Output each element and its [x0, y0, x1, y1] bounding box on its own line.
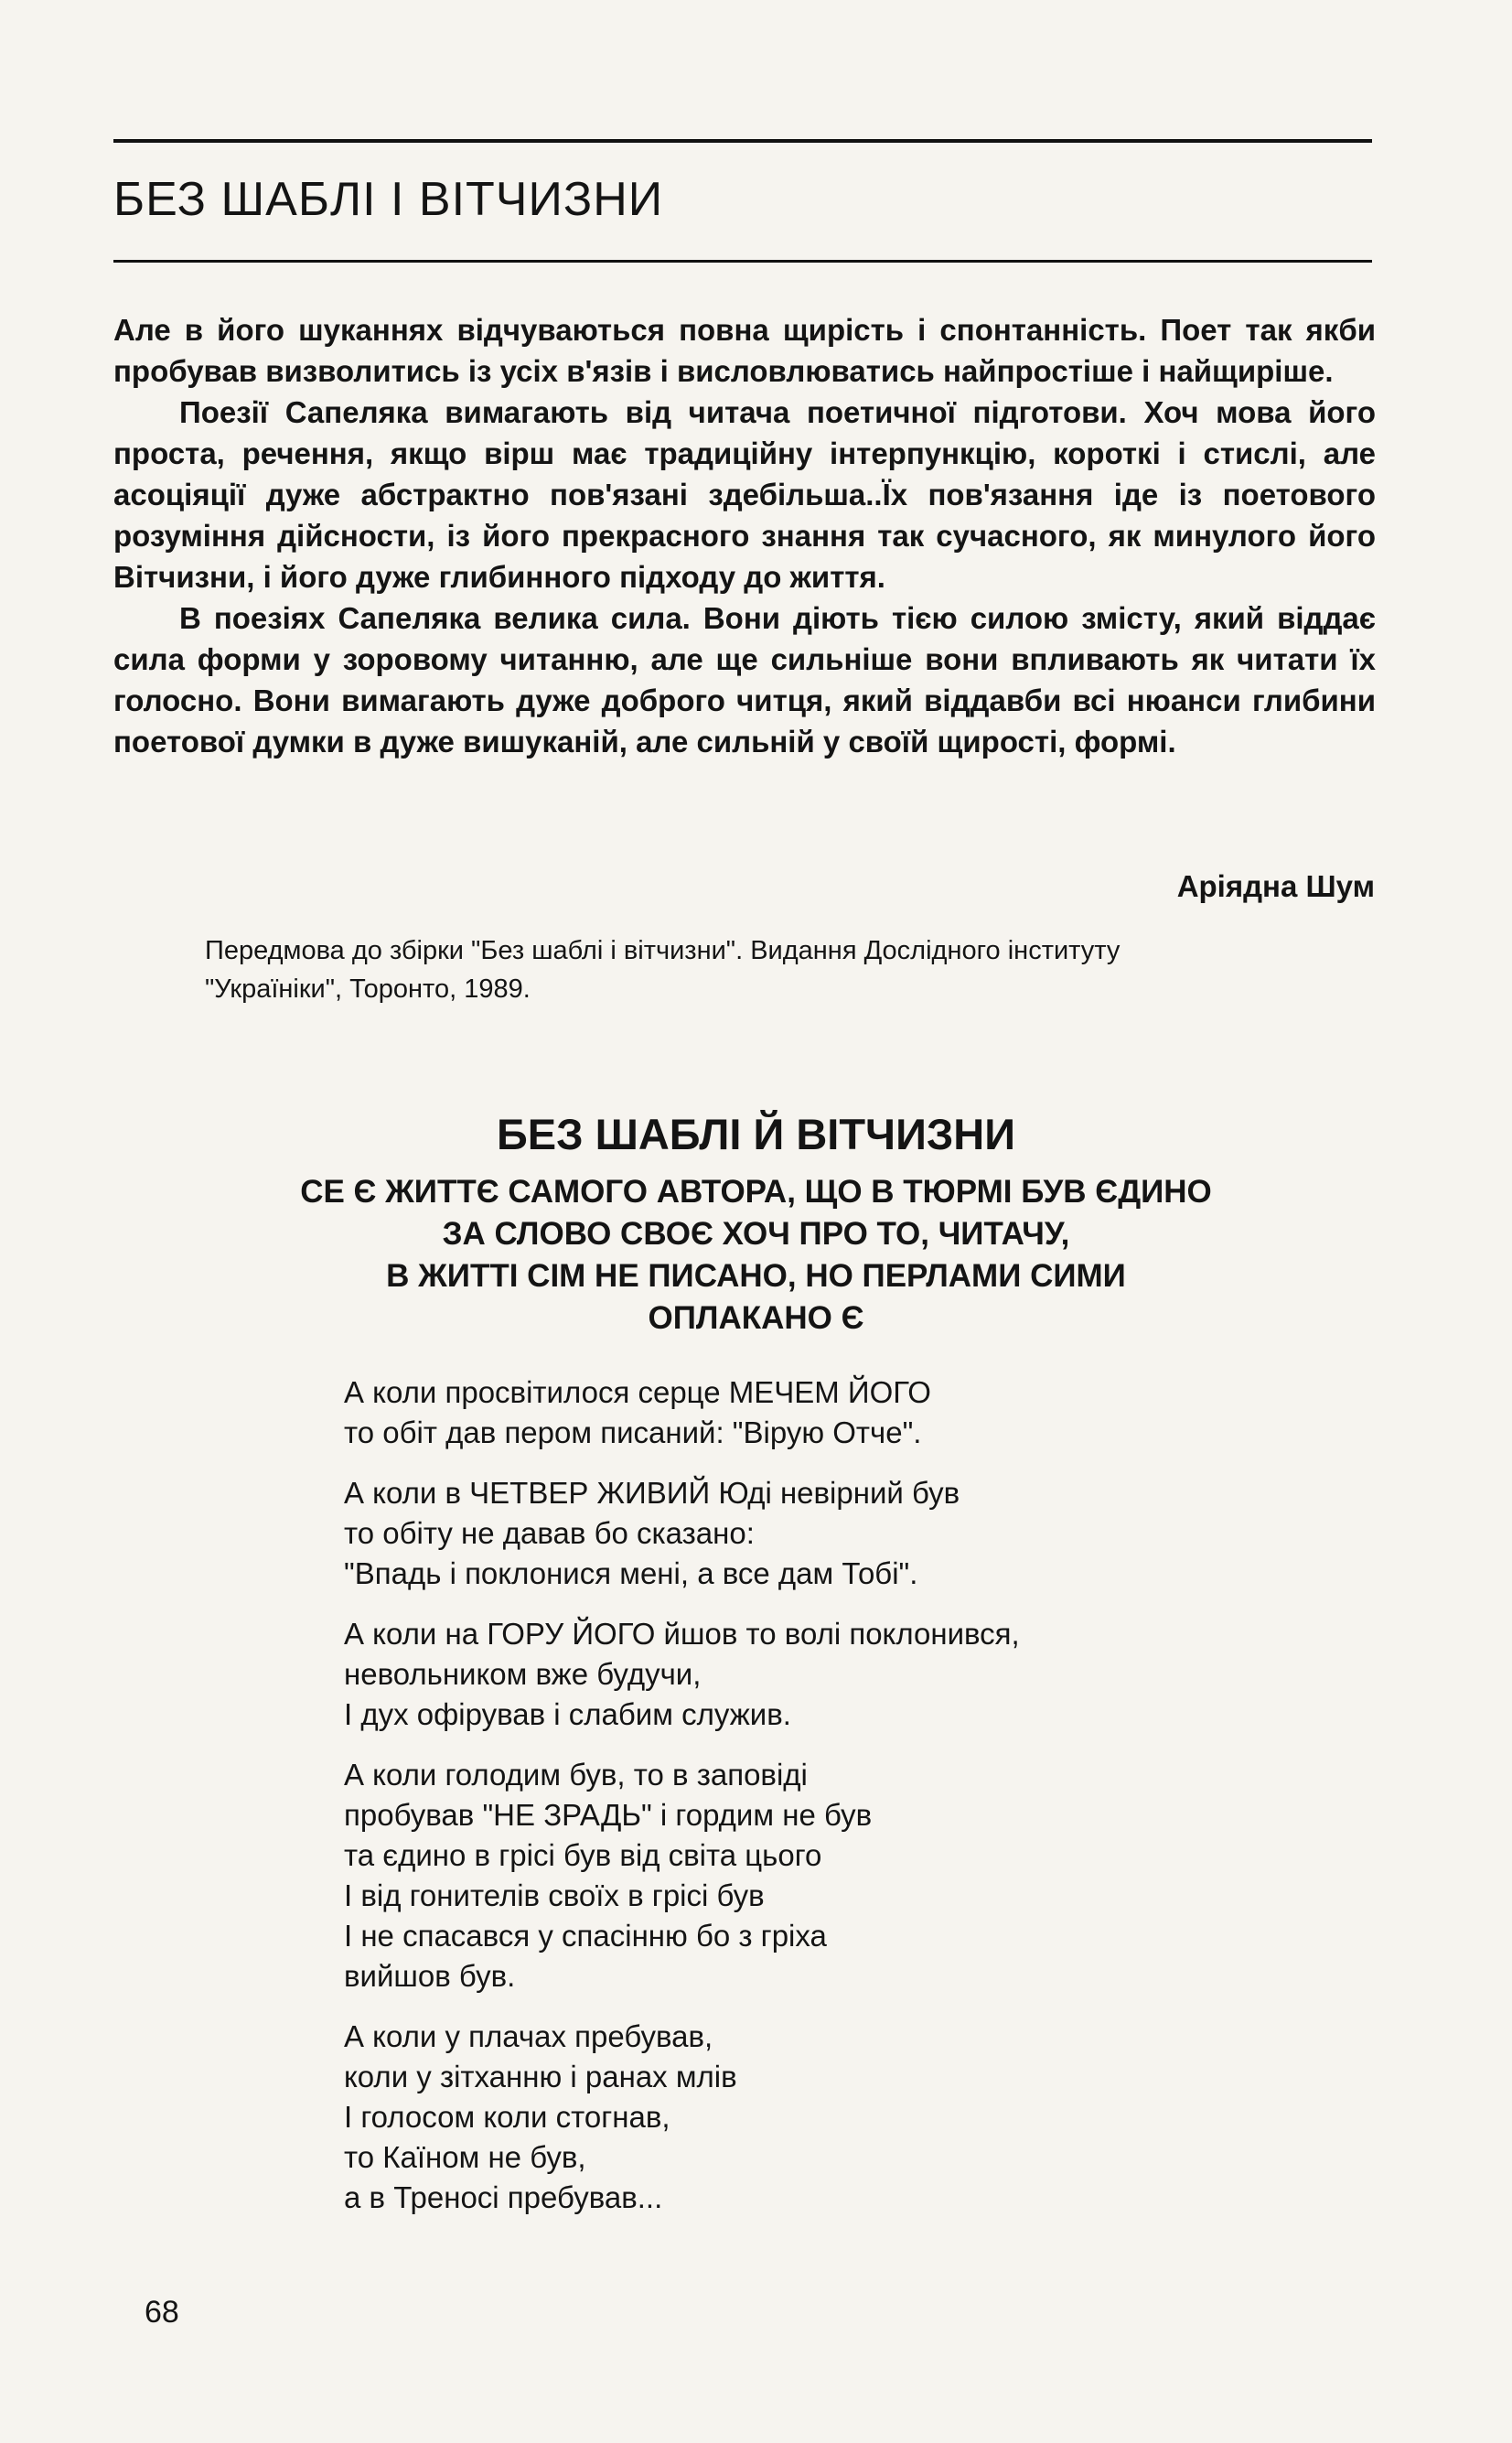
poem-line: невольником вже будучи, [344, 1657, 702, 1691]
subtitle-line: ОПЛАКАНО Є [648, 1300, 864, 1336]
source-note-line: "Україніки", Торонто, 1989. [205, 974, 531, 1004]
poem-line: А коли просвітилося серце МЕЧЕМ ЙОГО [344, 1375, 931, 1409]
section-title: БЕЗ ШАБЛІ І ВІТЧИЗНИ [113, 173, 664, 226]
poem-line: вийшов був. [344, 1959, 516, 1993]
poem-line: А коли на ГОРУ ЙОГО йшов то волі поклонився, [344, 1617, 1020, 1651]
poem-line: І голосом коли стогнав, [344, 2100, 670, 2134]
top-rule [113, 139, 1372, 143]
page-number: 68 [145, 2295, 179, 2330]
poem-line: та єдино в грісі був від світа цього [344, 1838, 822, 1872]
stanza [344, 1614, 1020, 1735]
subtitle-line: ЗА СЛОВО СВОЄ ХОЧ ПРО ТО, ЧИТАЧУ, [442, 1216, 1070, 1252]
paragraph: В поезіях Сапеляка велика сила. Вони діють тією силою змісту, який віддає сила форми у зоровому читанню, але ще сильніше вони впливають як читати їх голосно. Вони вимагають дуже доброго читця, який віддавби всі нюанси глибини поетової думки в дуже вишуканій, але сильній у своїй щирості, формі. [113, 601, 1376, 759]
title-underline [113, 260, 1372, 263]
poem-line: пробував "НЕ ЗРАДЬ" і гордим не був [344, 1798, 873, 1832]
paragraph: Поезії Сапеляка вимагають від читача поетичної підготови. Хоч мова його проста, речення, якщо вірш має традиційну інтерпункцію, короткі і стислі, але асоціяції дуже абстрактно пов'язані здебільша..Їх пов'язання іде із поетового розуміння дійсности, із його прекрасного знання так сучасного, як минулого його Вітчизни, і його дуже глибинного підходу до життя. [113, 395, 1376, 594]
poem-line: І дух офірував і слабим служив. [344, 1697, 791, 1731]
subtitle-line: СЕ Є ЖИТТЄ САМОГО АВТОРА, ЩО В ТЮРМІ БУВ ЄДИНО [300, 1174, 1212, 1210]
poem-line: а в Треносі пребував... [344, 2180, 663, 2214]
poem-line: І не спасався у спасінню бо з гріха [344, 1919, 827, 1953]
poem-body [344, 1372, 1020, 2238]
poem-line: коли у зітханню і ранах млів [344, 2060, 737, 2093]
poem-line: то обіту не давав бо сказано: [344, 1516, 755, 1550]
paragraph: Але в його шуканнях відчуваються повна щирість і спонтанність. Поет так якби пробував визволитись із усіх в'язів і висловлюватись найпростіше і найщиріше. [113, 313, 1376, 388]
poem-line: А коли у плачах пребував, [344, 2019, 713, 2053]
author-signature: Аріядна Шум [1176, 869, 1375, 903]
stanza [344, 2017, 1020, 2218]
poem-line: І від гонителів своїх в грісі був [344, 1878, 765, 1912]
poem-subtitle [229, 1171, 1283, 1340]
introduction-text [113, 309, 1376, 762]
poem-line: то обіт дав пером писаний: "Вірую Отче". [344, 1415, 922, 1449]
source-note [205, 931, 1385, 1008]
poem-line: А коли в ЧЕТВЕР ЖИВИЙ Юді невірний був [344, 1476, 960, 1510]
poem-title: БЕЗ ШАБЛІ Й ВІТЧИЗНИ [496, 1110, 1016, 1158]
stanza [344, 1473, 1020, 1594]
poem-line: "Впадь і поклонися мені, а все дам Тобі". [344, 1556, 918, 1590]
poem-line: то Каїном не був, [344, 2140, 586, 2174]
stanza [344, 1755, 1020, 1996]
poem-line: А коли голодим був, то в заповіді [344, 1758, 808, 1792]
subtitle-line: В ЖИТТІ СІМ НЕ ПИСАНО, НО ПЕРЛАМИ СИМИ [386, 1258, 1126, 1294]
stanza [344, 1372, 1020, 1453]
source-note-line: Передмова до збірки "Без шаблі і вітчизни". Видання Дослідного інституту [205, 936, 1121, 965]
